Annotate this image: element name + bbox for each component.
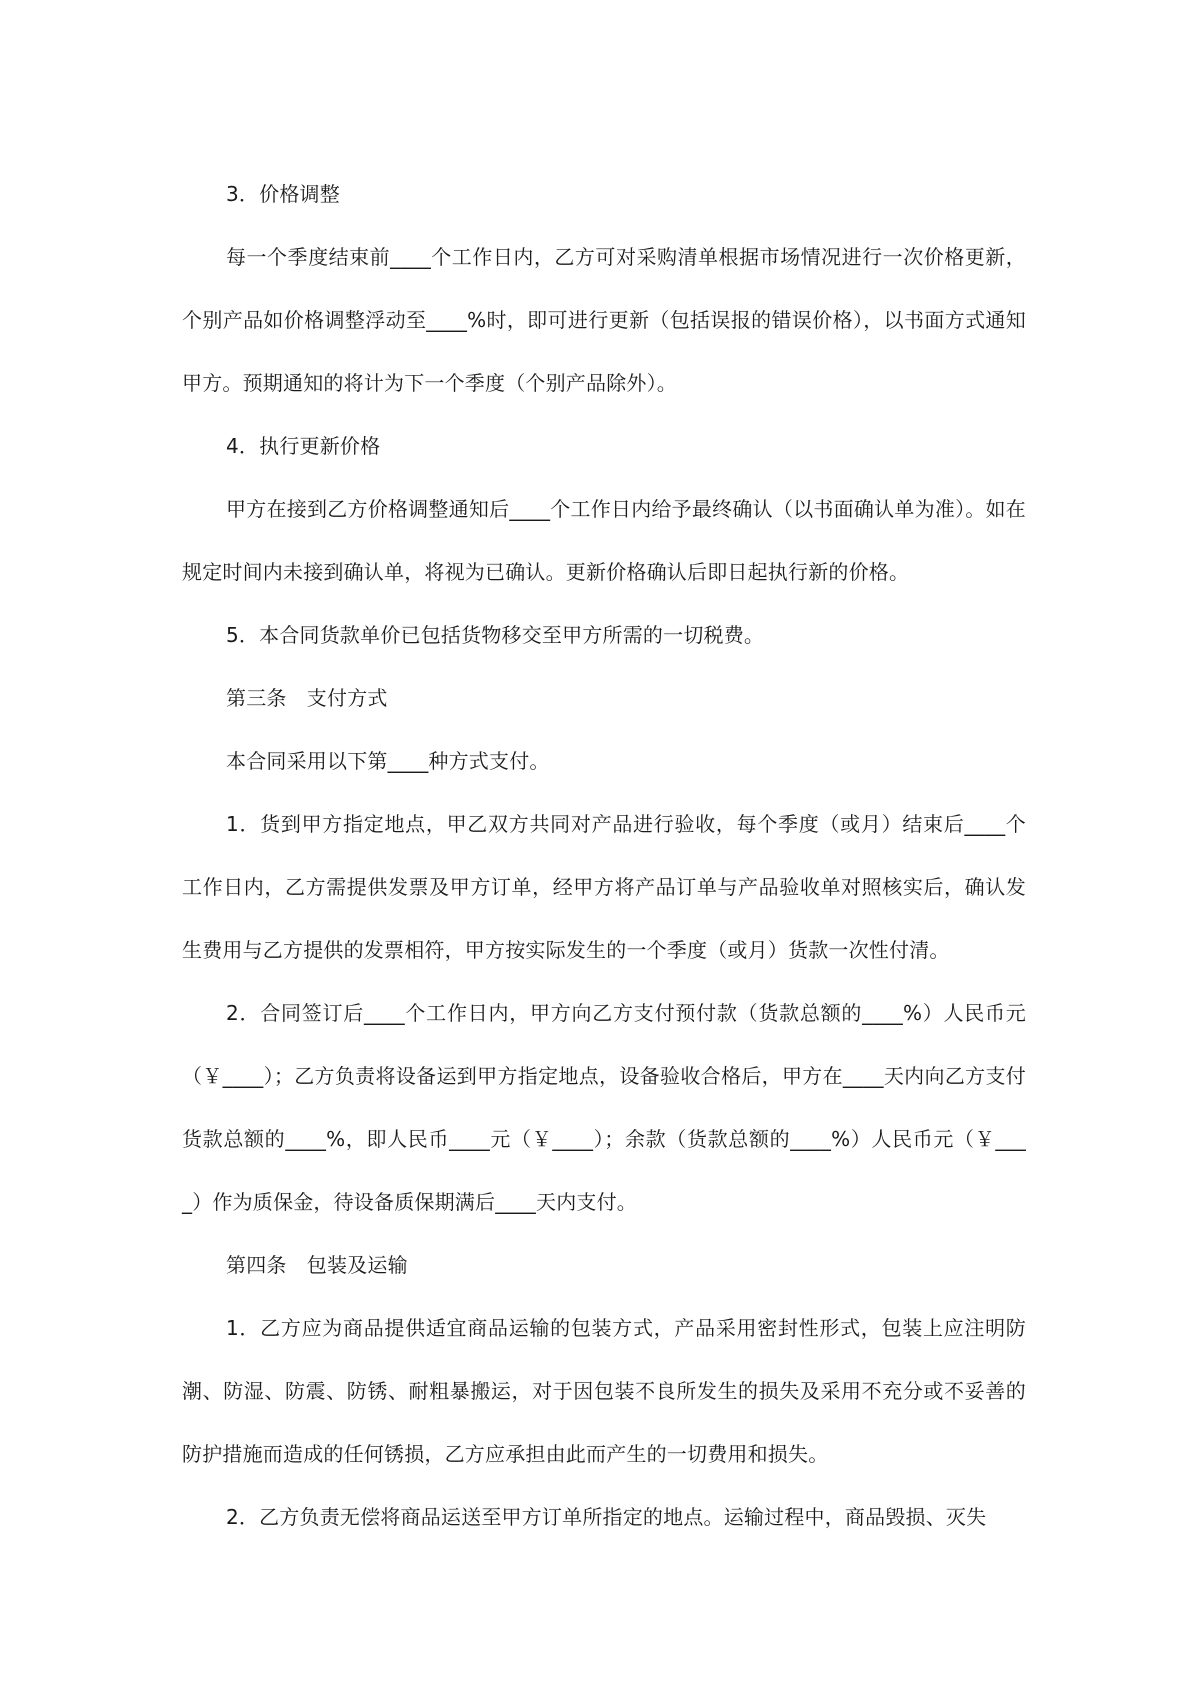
paragraph-payment-option-2: 2．合同签订后____个工作日内，甲方向乙方支付预付款（货款总额的____%）人民币元（￥____）；乙方负责将设备运到甲方指定地点，设备验收合格后，甲方在____天内向乙方支付货款总额的____%，即人民币____元（￥____）；余款（货款总额的____%）人民币元（￥____）作为质保金，待设备质保期满后____天内支付。 bbox=[182, 1001, 1026, 1214]
article-heading-packaging-transport: 第四条 包装及运输 bbox=[226, 1253, 408, 1277]
paragraph-payment-option-1: 1．货到甲方指定地点，甲乙双方共同对产品进行验收，每个季度（或月）结束后____个工作日内，乙方需提供发票及甲方订单，经甲方将产品订单与产品验收单对照核实后，确认发生费用与乙方提供的发票相符，甲方按实际发生的一个季度（或月）货款一次性付清。 bbox=[182, 812, 1026, 962]
section-heading-price-adjustment: 3．价格调整 bbox=[226, 182, 340, 206]
article-heading-payment-method: 第三条 支付方式 bbox=[226, 686, 388, 710]
paragraph-tax-included: 5．本合同货款单价已包括货物移交至甲方所需的一切税费。 bbox=[226, 623, 765, 647]
paragraph-packaging: 1．乙方应为商品提供适宜商品运输的包装方式，产品采用密封性形式，包装上应注明防潮、防湿、防震、防锈、耐粗暴搬运，对于因包装不良所发生的损失及采用不充分或不妥善的防护措施而造成的任何锈损，乙方应承担由此而产生的一切费用和损失。 bbox=[182, 1316, 1026, 1466]
section-heading-execute-price: 4．执行更新价格 bbox=[226, 434, 381, 458]
paragraph-payment-option: 本合同采用以下第____种方式支付。 bbox=[226, 749, 550, 773]
paragraph-transport: 2．乙方负责无偿将商品运送至甲方订单所指定的地点。运输过程中，商品毁损、灭失 bbox=[226, 1505, 987, 1529]
paragraph-price-update: 每一个季度结束前____个工作日内，乙方可对采购清单根据市场情况进行一次价格更新，个别产品如价格调整浮动至____%时，即可进行更新（包括误报的错误价格），以书面方式通知甲方。预期通知的将计为下一个季度（个别产品除外）。 bbox=[182, 245, 1026, 395]
paragraph-price-confirmation: 甲方在接到乙方价格调整通知后____个工作日内给予最终确认（以书面确认单为准）。如在规定时间内未接到确认单，将视为已确认。更新价格确认后即日起执行新的价格。 bbox=[182, 497, 1026, 584]
